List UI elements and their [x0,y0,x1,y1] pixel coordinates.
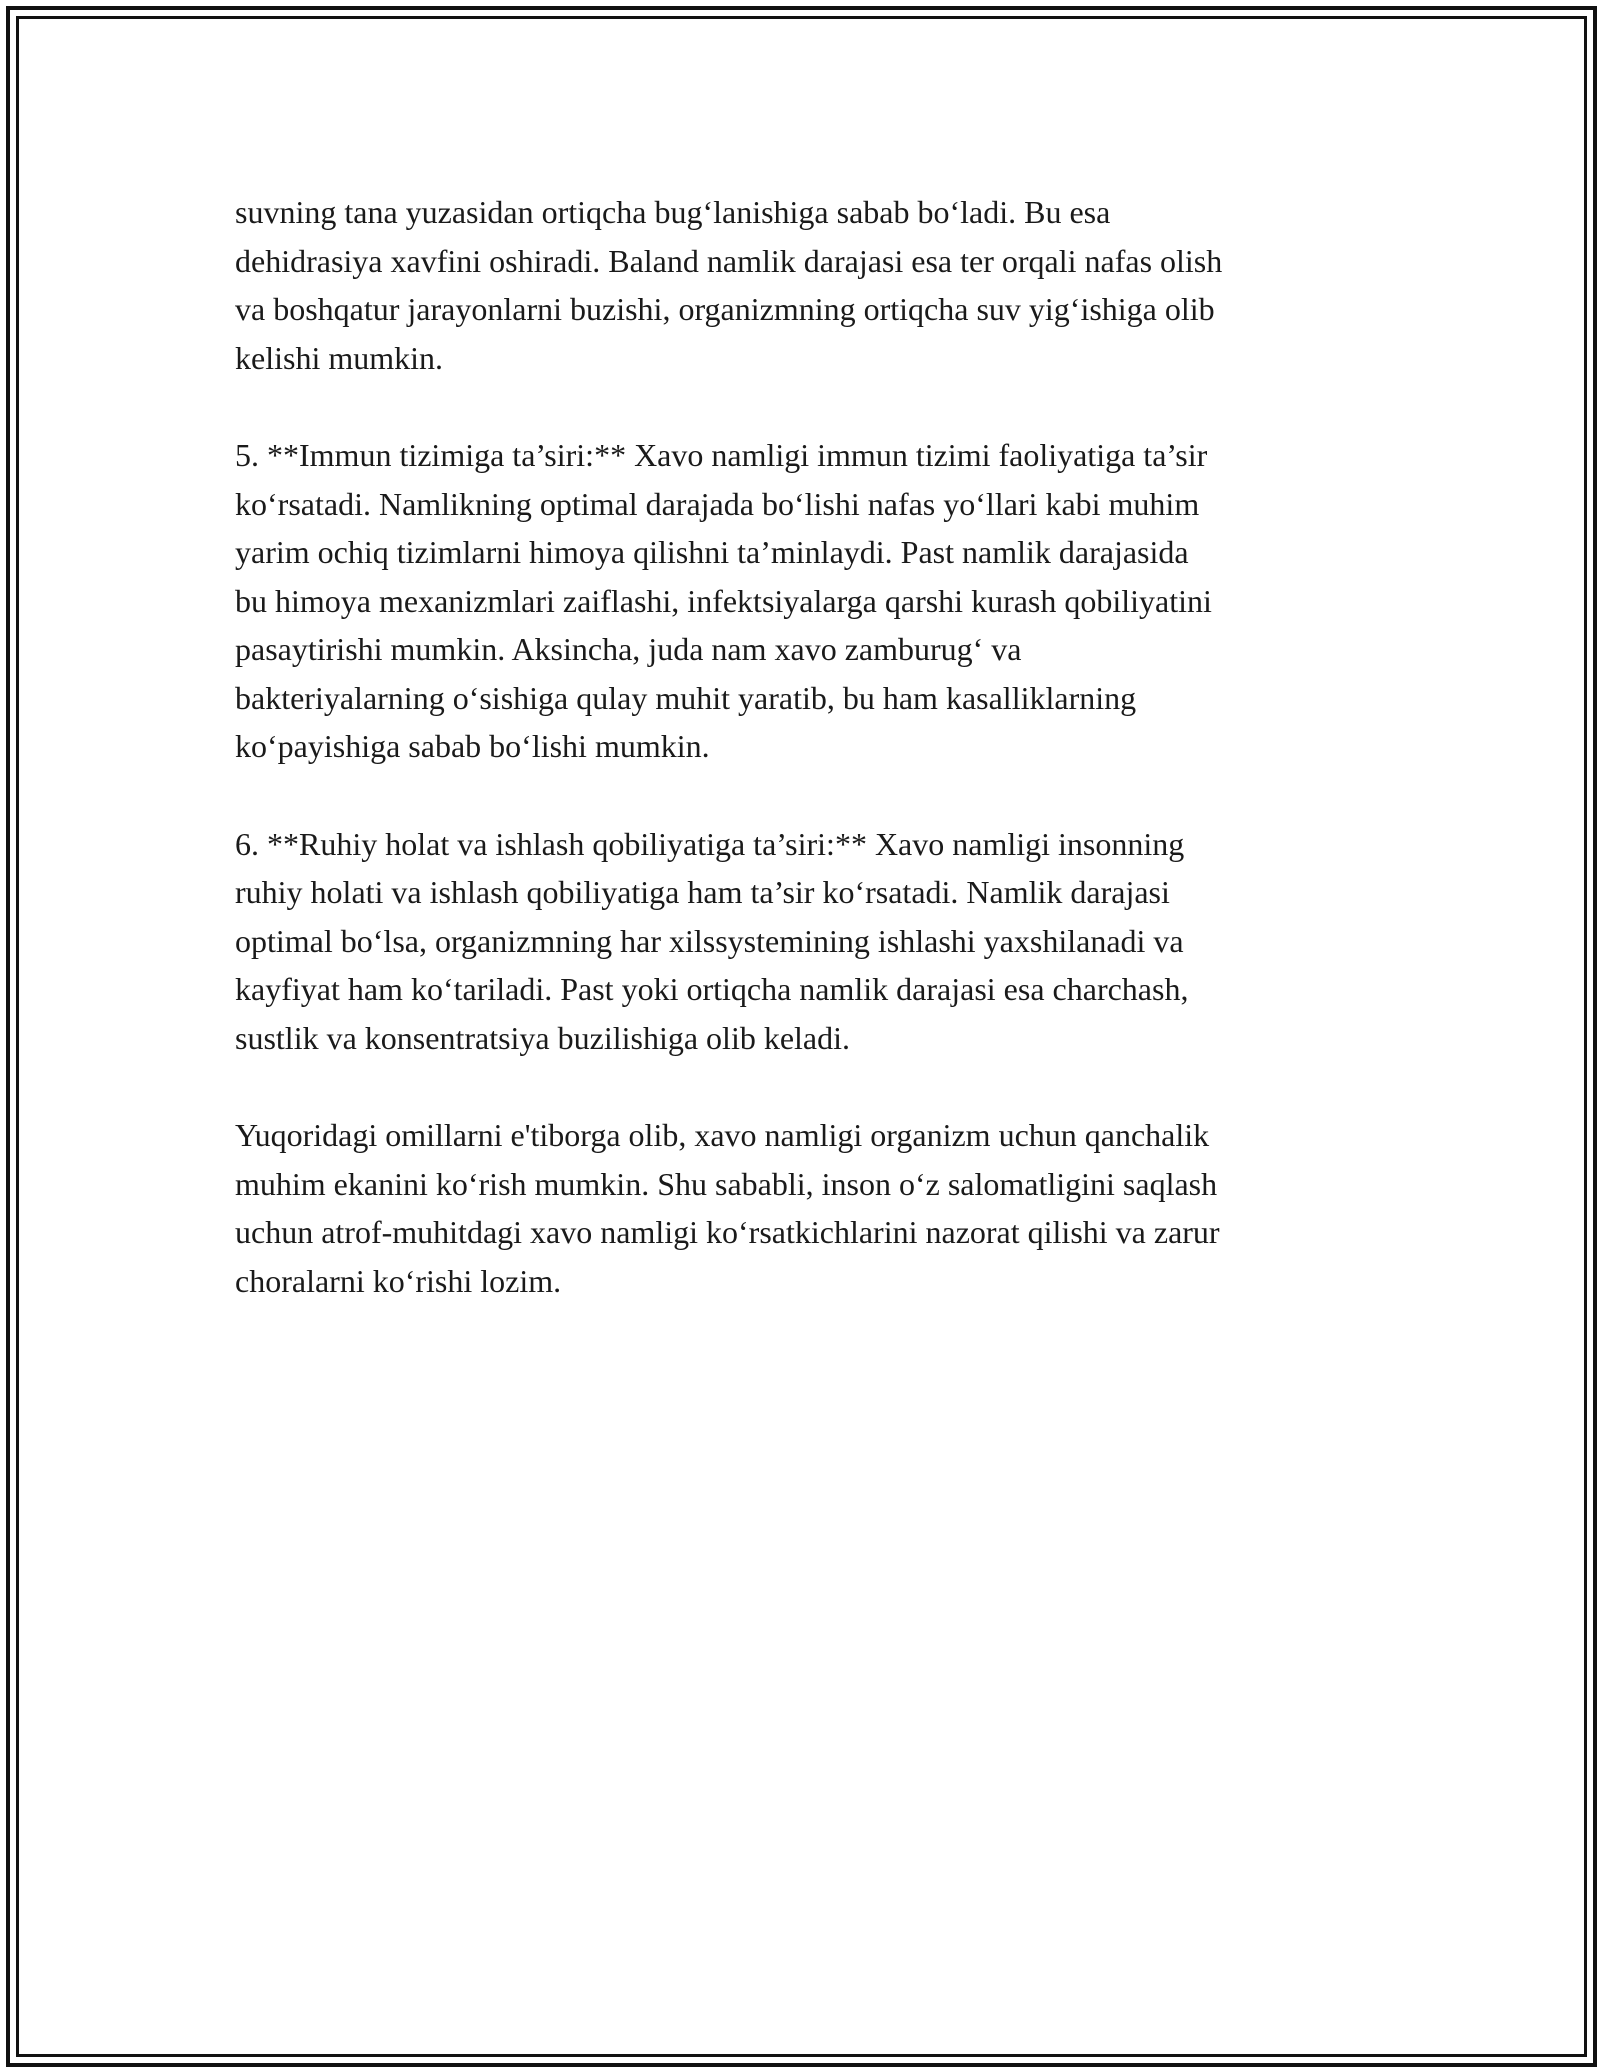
text-line: choralarni ko‘rishi lozim. [235,1262,562,1299]
text-line: kelishi mumkin. [235,339,443,376]
text-line: kayfiyat ham ko‘tariladi. Past yoki ortiqcha namlik darajasi esa charchash, [235,971,1189,1007]
text-line: va boshqatur jarayonlarni buzishi, organizmning ortiqcha suv yig‘ishiga olib [235,291,1215,327]
text-line: dehidrasiya xavfini oshiradi. Baland namlik darajasi esa ter orqali nafas olish [235,242,1223,279]
text-line: sustlik va konsentratsiya buzilishiga olib keladi. [235,1019,851,1056]
text-line: ko‘payishiga sabab bo‘lishi mumkin. [235,728,710,764]
text-line: suvning tana yuzasidan ortiqcha bug‘lanishiga sabab bo‘ladi. Bu esa [235,194,1111,230]
text-line: Yuqoridagi omillarni e'tiborga olib, xavo namligi organizm uchun qanchalik [235,1117,1210,1153]
text-line: uchun atrof-muhitdagi xavo namligi ko‘rsatkichlarini nazorat qilishi va zarur [235,1214,1220,1250]
text-line: pasaytirishi mumkin. Aksincha, juda nam xavo zamburug‘ va [235,631,1022,667]
text-line: bakteriyalarning o‘sishiga qulay muhit yaratib, bu ham kasalliklarning [235,679,1137,716]
paragraph-immune-system [235,431,1375,771]
paragraph-conclusion [235,1111,1375,1305]
text-line: ko‘rsatadi. Namlikning optimal darajada bo‘lishi nafas yo‘llari kabi muhim [235,485,1200,522]
document-body [235,188,1375,1354]
paragraph-continuation [235,188,1375,382]
text-line: yarim ochiq tizimlarni himoya qilishni ta’minlaydi. Past namlik darajasida [235,534,1189,570]
paragraph-mental-state [235,820,1375,1063]
text-line: ruhiy holati va ishlash qobiliyatiga ham ta’sir ko‘rsatadi. Namlik darajasi [235,874,1170,910]
text-line: 6. **Ruhiy holat va ishlash qobiliyatiga ta’siri:** Xavo namligi insonning [235,825,1185,862]
text-line: 5. **Immun tizimiga ta’siri:** Xavo namligi immun tizimi faoliyatiga ta’sir [235,437,1208,473]
text-line: bu himoya mexanizmlari zaiflashi, infektsiyalarga qarshi kurash qobiliyatini [235,582,1212,619]
text-line: muhim ekanini ko‘rish mumkin. Shu sababli, inson o‘z salomatligini saqlash [235,1165,1218,1202]
text-line: optimal bo‘lsa, organizmning har xilssystemining ishlashi yaxshilanadi va [235,922,1184,959]
